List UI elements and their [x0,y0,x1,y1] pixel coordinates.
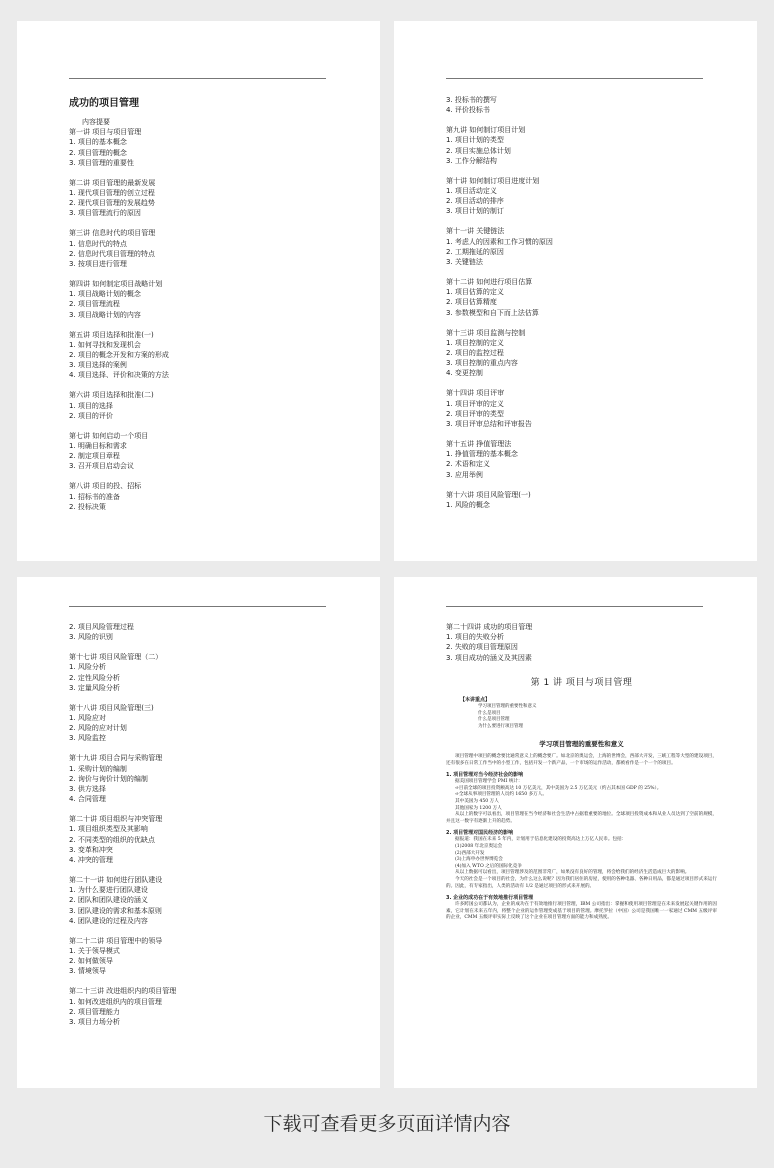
toc-heading: 第二十一讲 如何进行团队建设 [69,876,163,885]
toc-list [69,117,340,512]
toc-item: 2. 项目实施总体计划 [446,146,511,155]
toc-item: 2. 项目管理能力 [69,1007,120,1016]
article-line: (4)加入 WTO 之后的国际化竞争 [455,863,522,869]
toc-section [69,330,340,381]
toc-heading: 第二十讲 项目组织与冲突管理 [69,815,163,824]
key-point: 什么是项目管理 [478,717,510,723]
toc-section [69,875,340,926]
toc-item: 3. 项目评审总结和评审报告 [446,420,532,429]
toc-item: 2. 制定项目章程 [69,452,120,461]
toc-list [446,622,717,663]
toc-item: 1. 项目估算的定义 [446,288,504,297]
toc-item: 2. 项目评审的类型 [446,409,504,418]
document-page-4 [394,577,757,1088]
toc-item: 4. 冲突的管理 [69,856,113,865]
toc-heading: 第三讲 信息时代的项目管理 [69,229,156,238]
toc-heading: 第九讲 如何制订项目计划 [446,126,526,135]
toc-section [446,95,717,115]
toc-item: 4. 项目选择、评价和决策的方法 [69,371,169,380]
toc-item: 3. 关键链法 [446,258,483,267]
toc-item: 3. 召开项目启动会议 [69,462,134,471]
toc-item: 4. 变更控制 [446,369,483,378]
toc-item: 3. 工作分解结构 [446,156,497,165]
toc-item: 1. 如何改进组织内的项目管理 [69,997,162,1006]
article-line: (3)上海申办世界博览会 [455,857,503,863]
toc-item: 3. 参数模型和自下而上法估算 [446,308,539,317]
toc-item: 3. 项目战略计划的内容 [69,310,141,319]
toc-item: 3. 情境领导 [69,967,106,976]
key-points-box [460,697,717,731]
document-page-2 [394,21,757,561]
toc-section [69,117,340,168]
toc-item: 1. 风险的概念 [446,500,490,509]
article-subheading: 2. 项目管理对国民经济的影响 [446,830,514,837]
article-line: 从以上数据可以看出，项目管理涉及的范围非常广，如果没有良好的管理，将会给我们的经济生活造成巨大的影响。 [455,870,690,876]
toc-section [69,622,340,642]
toc-section [446,388,717,429]
toc-heading: 第二十四讲 成功的项目管理 [446,623,533,631]
toc-item: 2. 项目的概念开发和方案的形成 [69,351,169,360]
toc-item: 3. 项目管理流行的原因 [69,209,141,218]
toc-heading: 第十三讲 项目监测与控制 [446,328,526,337]
toc-heading: 第二十三讲 改进组织内的项目管理 [69,987,177,996]
toc-item: 2. 项目活动的排序 [446,197,504,206]
toc-section [69,703,340,744]
toc-item: 2. 如何做领导 [69,957,113,966]
toc-heading: 第十四讲 项目评审 [446,389,505,398]
article-line: (1)2008 年北京奥运会 [455,843,503,849]
article-intro: 项目管理中项目的概念要比通常意义上的概念要广。如北京的奥运会，上海的世博会，西部大开发，三峡工程等大型的建设项目，还有很多在日常工作当中的小型工作，包括开发一个新产品，一个市场的运作活动，都被看作是一个一个的项目。 [446,754,717,766]
toc-section [446,439,717,480]
toc-item: 3. 团队建设的需求和基本原则 [69,906,162,915]
toc-item: 3. 项目选择的案例 [69,361,127,370]
article-subheading: 1. 项目管理对当今经济社会的影响 [446,772,524,779]
article-line: 据报道：我国在未来 5 年内，计划用于信息化建设的投资高达上万亿人民币。包括： [455,837,627,843]
article-block [446,902,717,922]
download-caption: 下载可查看更多页面详情内容 [263,1113,511,1135]
toc-section [69,753,340,804]
toc-item: 3. 变革和冲突 [69,845,113,854]
toc-item: 2. 团队和团队建设的涵义 [69,896,148,905]
toc-item: 1. 项目的失败分析 [446,633,504,642]
toc-item: 2. 信息时代项目管理的特点 [69,249,155,258]
toc-heading: 第十二讲 如何进行项目估算 [446,278,533,287]
toc-section [446,622,717,663]
toc-item: 3. 项目管理的重要性 [69,158,134,167]
article-subheading: 3. 企业的成功在于有效地推行项目管理 [446,895,534,902]
toc-heading: 第十五讲 挣值管理法 [446,440,512,449]
toc-item: 1. 项目活动定义 [446,187,497,196]
toc-heading: 第八讲 项目的投、招标 [69,482,142,491]
toc-item: 2. 项目估算精度 [446,298,497,307]
toc-heading: 第十八讲 项目风险管理(三) [69,703,154,712]
article-line: 从以上的数字可以看出，项目管理在当今经济和社会生活中占据着重要的地位。全球项目投资成本和从业人员达到了空前的规模，并且这一数字有逐渐上升的趋势。 [446,812,717,824]
toc-item: 1. 为什么要进行团队建设 [69,886,148,895]
toc-item: 2. 风险的应对计划 [69,724,127,733]
key-points-heading: 【本讲重点】 [460,696,491,703]
toc-item: 4. 合同管理 [69,795,106,804]
toc-item: 2. 项目风险管理过程 [69,623,134,631]
toc-item: 1. 招标书的准备 [69,492,120,501]
toc-item: 1. 项目的选择 [69,401,113,410]
page-content [69,94,340,522]
toc-item: 1. 考虑人的因素和工作习惯的原因 [446,237,553,246]
toc-section [69,279,340,320]
lecture-title: 第 1 讲 项目与项目管理 [530,677,633,688]
toc-heading: 第十九讲 项目合同与采购管理 [69,754,163,763]
toc-item: 3. 项目力场分析 [69,1018,120,1027]
toc-item: 1. 项目的基本概念 [69,138,127,147]
toc-item: 2. 定性风险分析 [69,673,120,682]
document-page-3 [17,577,380,1088]
toc-section [69,178,340,219]
toc-item: 2. 工期拖延的原因 [446,247,504,256]
toc-item: 3. 项目控制的重点内容 [446,359,518,368]
toc-item: 1. 信息时代的特点 [69,239,127,248]
toc-section [69,652,340,693]
header-rule [69,78,326,79]
toc-item: 1. 风险分析 [69,663,106,672]
toc-section [446,328,717,379]
toc-item: 2. 失败的项目管理原因 [446,643,518,652]
toc-item: 1. 现代项目管理的创立过程 [69,189,155,198]
toc-item: 3. 定量风险分析 [69,683,120,692]
toc-section [446,226,717,267]
toc-heading: 内容提要 [82,118,110,126]
document-page-1 [17,21,380,561]
article-line: 许多跨国公司都认为，企业的成功在于有效地推行项目管理，IBM 公司指出：掌握和使用项目管理是在未来发展起关键作用的因素，它计划在未来五年内，将整个企业的运作管理变成基于项目的管理。摩托罗拉（中国）公司是我国唯一一家通过 CMM 五级评审的企业，CMM 五级评审实际上反映了这个企业在项目管理方面的能力和成熟度。 [446,902,717,921]
toc-item: 2. 项目的评价 [69,411,113,420]
toc-item: 1. 采购计划的编制 [69,764,127,773]
toc-section [69,431,340,472]
toc-section [69,481,340,512]
toc-item: 3. 应用举例 [446,470,483,479]
toc-heading: 第七讲 如何启动一个项目 [69,431,149,440]
toc-item: 4. 评价投标书 [446,106,490,115]
toc-item: 1. 明确目标和需求 [69,442,127,451]
header-rule [446,78,703,79]
toc-list [69,622,340,1027]
article-line: 今天的社会是一个项目的社会，为什么这么说呢？因为我们居住的房屋，使用的各种电器、各种日用品，都是通过项目形式来运行的。因此，有专家指出，人类的活动有 1/2 是通过项目的形式来开展的。 [446,876,717,889]
toc-item: 1. 关于领导模式 [69,947,120,956]
toc-section [69,390,340,421]
toc-item: 2. 投标决策 [69,502,106,511]
article-line: ➩全球从事项目管理的人员约 1650 多万人。 [455,792,547,798]
toc-item: 2. 现代项目管理的发展趋势 [69,199,155,208]
toc-section [446,125,717,166]
toc-item: 2. 术语和定义 [446,460,490,469]
toc-item: 3. 风险监控 [69,734,106,743]
page-content [446,95,717,520]
toc-section [69,814,340,865]
toc-item: 3. 风险的识别 [69,633,113,642]
toc-item: 3. 项目成功的涵义及其因素 [446,653,532,662]
article-line: (2)西部大开发 [455,850,485,856]
header-rule [446,606,703,607]
document-title: 成功的项目管理 [69,98,139,109]
toc-heading: 第五讲 项目选择和批准(一) [69,330,154,339]
article-line: 据美国项目管理学会 PMI 统计： [455,779,523,785]
article-block [446,779,717,825]
key-point: 为什么要进行项目管理 [478,724,523,730]
toc-heading: 第十六讲 项目风险管理(一) [446,490,531,499]
toc-heading: 第十讲 如何制订项目进度计划 [446,176,540,185]
page-content [446,622,717,922]
toc-section [446,176,717,217]
toc-item: 1. 挣值管理的基本概念 [446,450,518,459]
article-line: 其他国家为 1200 万人 [455,805,502,811]
article-block [446,837,717,890]
article-heading: 学习项目管理的重要性和意义 [539,740,624,748]
toc-item: 1. 风险应对 [69,714,106,723]
toc-section [69,936,340,977]
toc-heading: 第十一讲 关键链法 [446,227,505,236]
toc-item: 3. 供方选择 [69,785,106,794]
toc-heading: 第二讲 项目管理的最新发展 [69,178,156,187]
toc-item: 1. 如何寻找和发现机会 [69,340,141,349]
toc-section [446,490,717,510]
toc-item: 3. 投标书的撰写 [446,96,497,104]
toc-item: 3. 按项目进行管理 [69,260,127,269]
toc-heading: 第六讲 项目选择和批准(二) [69,391,154,400]
toc-section [69,986,340,1027]
toc-item: 2. 不同类型的组织的优缺点 [69,835,155,844]
toc-item: 1. 项目评审的定义 [446,399,504,408]
article-line: 其中美国为 450 万人 [455,798,499,804]
article-line: ➩目前全球的项目投资额高达 10 万亿美元，其中美国为 2.5 万亿美元（约占其本国 GDP 的 25%）。 [455,785,662,791]
toc-item: 1. 项目控制的定义 [446,338,504,347]
toc-item: 第一讲 项目与项目管理 [69,128,142,137]
toc-heading: 第四讲 如何制定项目战略计划 [69,280,163,289]
toc-item: 1. 项目组织类型及其影响 [69,825,148,834]
toc-item: 2. 项目管理流程 [69,300,120,309]
toc-item: 1. 项目战略计划的概念 [69,290,141,299]
toc-item: 2. 询价与询价计划的编制 [69,774,148,783]
toc-heading: 第十七讲 项目风险管理（二） [69,653,163,662]
toc-heading: 第二十二讲 项目管理中的领导 [69,936,163,945]
toc-item: 2. 项目的监控过程 [446,349,504,358]
page-content [69,622,340,1037]
toc-item: 1. 项目计划的类型 [446,136,504,145]
toc-section [446,277,717,318]
toc-item: 4. 团队建设的过程及内容 [69,916,148,925]
toc-item: 2. 项目管理的概念 [69,148,127,157]
key-point: 学习项目管理的重要性和意义 [478,703,537,709]
toc-item: 3. 项目计划的制订 [446,207,504,216]
key-point: 什么是项目 [478,710,501,716]
toc-section [69,228,340,269]
header-rule [69,606,326,607]
toc-list [446,95,717,510]
